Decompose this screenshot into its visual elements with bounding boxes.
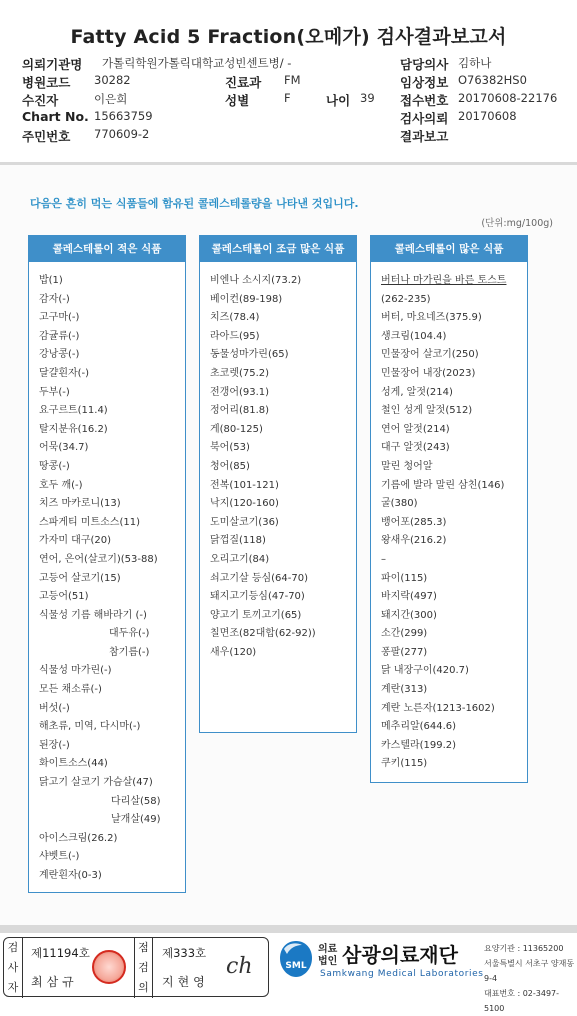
food-item: 강낭콩(-): [39, 349, 80, 361]
report-footer: [0, 925, 577, 1013]
org-name: 삼광의료재단: [342, 943, 458, 967]
high-cholesterol-column: [370, 235, 528, 783]
sex-value: F: [284, 91, 291, 105]
collector-label: 수진자: [22, 93, 59, 108]
food-item: 전갱어(93.1): [210, 386, 270, 398]
food-item: 계란 노른자(1213-1602): [381, 702, 495, 714]
sex-label: 성별: [225, 93, 250, 108]
food-item: 칠면조(82대합(62-92)): [210, 628, 316, 640]
food-item: 고구마(-): [39, 312, 80, 324]
checker-name: 지현영: [162, 975, 209, 989]
report-title: Fatty Acid 5 Fraction(오메가) 검사결과보고서: [70, 26, 507, 48]
food-item: 카스텔라(199.2): [381, 739, 457, 751]
food-item: 두부(-): [39, 386, 70, 398]
food-item: 탈지분유(16.2): [39, 423, 108, 435]
food-item: 대두유(-): [109, 628, 150, 640]
patient-info: [22, 55, 562, 145]
chart-label: Chart No.: [22, 109, 89, 124]
food-item: 새우(120): [210, 646, 257, 658]
dept-value: FM: [284, 73, 301, 87]
food-item: 감자(-): [39, 293, 70, 305]
institution-label: 의뢰기관명: [22, 57, 83, 72]
food-item: 아이스크림(26.2): [39, 832, 118, 844]
checker-license: 제333호: [162, 946, 207, 960]
food-item: 요구르트(11.4): [39, 405, 108, 417]
unit-label: (단위:mg/100g): [481, 218, 553, 229]
info-row-2: [22, 73, 562, 91]
food-item: 닭껍질(118): [210, 535, 266, 547]
request-date-label: 검사의뢰: [400, 111, 449, 126]
collector-value: 이은희: [94, 92, 128, 106]
food-item: 스파게티 미트소스(11): [39, 516, 140, 528]
resident-value: 770609-2: [94, 127, 150, 141]
food-item: 닭고기 살코기 가슴살(47): [39, 777, 153, 789]
food-item: 버터나 마가린을 바른 토스트: [381, 275, 507, 286]
food-item: 치즈 마카로니(13): [39, 498, 121, 510]
report-header: [0, 0, 577, 165]
low-cholesterol-column: [28, 235, 186, 893]
food-item: 철인 성게 알젓(512): [381, 405, 473, 417]
column-heading: 콜레스테롤이 많은 식품: [371, 236, 527, 262]
request-date-value: 20170608: [458, 109, 517, 123]
column-items: [200, 262, 356, 672]
food-item: 화이트소스(44): [39, 758, 108, 770]
food-item: 계란흰자(0-3): [39, 870, 102, 881]
food-item: 식물성 마가린(-): [39, 665, 112, 677]
food-item: 메추리알(644.6): [381, 721, 457, 733]
contact-info: [484, 941, 577, 1016]
food-item: 기름에 발라 말린 삼친(146): [381, 479, 505, 491]
seal-stamp-icon: [92, 950, 126, 984]
food-item: 된장(-): [39, 739, 70, 751]
org-english-name: Samkwang Medical Laboratories: [320, 969, 484, 979]
signature-box: [3, 937, 269, 997]
contact-address: 서울특별시 서초구 양재동 9-4: [484, 959, 575, 983]
food-item: 날개살(49): [111, 814, 161, 826]
food-item: 게(80-125): [210, 423, 263, 435]
food-item: 호두 깨(-): [39, 479, 83, 491]
food-item: 식물성 기름 해바라기 (-): [39, 609, 147, 621]
medium-cholesterol-column: [199, 235, 357, 733]
age-label: 나이: [326, 93, 351, 108]
clinical-label: 임상정보: [400, 75, 449, 90]
food-item: 소간(299): [381, 628, 428, 640]
food-item: 청어(85): [210, 460, 250, 472]
intro-text: 다음은 흔히 먹는 식품들에 함유된 콜레스테롤량을 나타낸 것입니다.: [30, 197, 359, 210]
doctor-label: 담당의사: [400, 57, 449, 72]
food-item: 다리살(58): [111, 795, 161, 807]
food-item: 연어 알젓(214): [381, 423, 450, 435]
food-item: 고등어(51): [39, 591, 89, 603]
food-item: 가자미 대구(20): [39, 535, 112, 547]
dept-label: 진료과: [225, 75, 262, 90]
inspector-name: 최삼규: [31, 975, 78, 989]
food-item: 성게, 알젓(214): [381, 386, 453, 398]
food-item: 비엔나 소시지(73.2): [210, 275, 302, 286]
cholesterol-reference-sheet: [0, 165, 577, 925]
food-item: 모든 채소류(-): [39, 684, 102, 696]
age-value: 39: [360, 91, 375, 105]
food-item: 땅콩(-): [39, 460, 70, 472]
food-item: 쿠키(115): [381, 758, 428, 770]
org-prefix: 의료법인: [318, 944, 338, 967]
food-item: –: [381, 553, 386, 565]
food-item: 베이컨(89-198): [210, 293, 283, 305]
food-item: 양고기 토끼고기(65): [210, 609, 302, 621]
food-item: 버터, 마요네즈(375.9): [381, 312, 482, 324]
food-item: 전복(101-121): [210, 479, 279, 491]
food-item: 낙지(120-160): [210, 498, 279, 510]
food-item: 참기름(-): [109, 646, 150, 658]
inspector-vertical-label: 검사자: [4, 938, 23, 998]
food-item: 민물장어 내장(2023): [381, 367, 476, 379]
inspector-license: 제11194호: [31, 946, 90, 960]
food-item: 초코렛(75.2): [210, 367, 270, 379]
column-items: [371, 262, 527, 784]
food-item: 라아드(95): [210, 330, 260, 342]
food-item: 퐁팔(277): [381, 646, 428, 658]
food-item: 샤벳트(-): [39, 851, 80, 863]
food-item: 버섯(-): [39, 702, 70, 714]
food-item: 뱅어포(285.3): [381, 516, 447, 528]
food-item: 해초류, 미역, 다시마(-): [39, 721, 141, 733]
food-item: (262-235): [381, 293, 431, 305]
food-item: 닭 내장구이(420.7): [381, 665, 469, 677]
food-item: 달걀흰자(-): [39, 367, 90, 379]
receipt-value: 20170608-22176: [458, 91, 558, 105]
info-row-4: [22, 109, 562, 127]
food-item: 민물장어 살코기(250): [381, 349, 479, 361]
food-item: 생크림(104.4): [381, 330, 447, 342]
food-item: 바지락(497): [381, 591, 437, 603]
contact-phone: 대표번호 : 02-3497-5100: [484, 989, 560, 1013]
contact-institution-code: 요양기관 : 11365200: [484, 944, 564, 953]
food-item: 말린 청어알: [381, 460, 433, 472]
food-item: 고등어 살코기(15): [39, 572, 121, 584]
institution-value: 가톨릭학원가톨릭대학교성빈센트병/ -: [102, 56, 292, 70]
column-heading: 콜레스테롤이 적은 식품: [29, 236, 185, 262]
food-item: 쇠고기살 등심(64-70): [210, 572, 308, 584]
info-row-5: [22, 127, 562, 145]
info-row-3: [22, 91, 562, 109]
doctor-value: 김하나: [458, 56, 492, 70]
food-item: 오리고기(84): [210, 553, 270, 565]
column-items: [29, 262, 185, 896]
food-item: 돼지간(300): [381, 609, 437, 621]
column-heading: 콜레스테롤이 조금 많은 식품: [200, 236, 356, 262]
clinical-value: O76382HS0: [458, 73, 527, 87]
receipt-label: 접수번호: [400, 93, 449, 108]
footer-divider: [0, 925, 577, 933]
food-item: 대구 알젓(243): [381, 442, 450, 454]
food-item: 왕새우(216.2): [381, 535, 447, 547]
report-label: 결과보고: [400, 129, 449, 144]
hospital-code-value: 30282: [94, 73, 131, 87]
resident-label: 주민번호: [22, 129, 71, 144]
food-item: 계란(313): [381, 684, 428, 696]
hospital-code-label: 병원코드: [22, 75, 71, 90]
sml-logo-icon: [278, 939, 314, 979]
info-row-1: [22, 55, 562, 73]
food-item: 동물성마가린(65): [210, 349, 289, 361]
food-item: 어묵(34.7): [39, 442, 89, 454]
chart-value: 15663759: [94, 109, 153, 123]
food-item: 파이(115): [381, 572, 428, 584]
food-item: 밥(1): [39, 275, 63, 286]
food-item: 북어(53): [210, 442, 250, 454]
food-item: 굴(380): [381, 498, 418, 510]
food-item: 도미살코기(36): [210, 516, 279, 528]
food-item: 돼지고기등심(47-70): [210, 591, 305, 603]
handwritten-signature-icon: ch: [226, 954, 253, 979]
checker-vertical-label: 점검의: [134, 938, 153, 998]
food-item: 감귤류(-): [39, 330, 80, 342]
food-item: 치즈(78.4): [210, 312, 260, 324]
food-item: 정어리(81.8): [210, 405, 270, 417]
food-item: 연어, 은어(살코기)(53-88): [39, 553, 158, 565]
logo-text: SML: [285, 961, 307, 971]
